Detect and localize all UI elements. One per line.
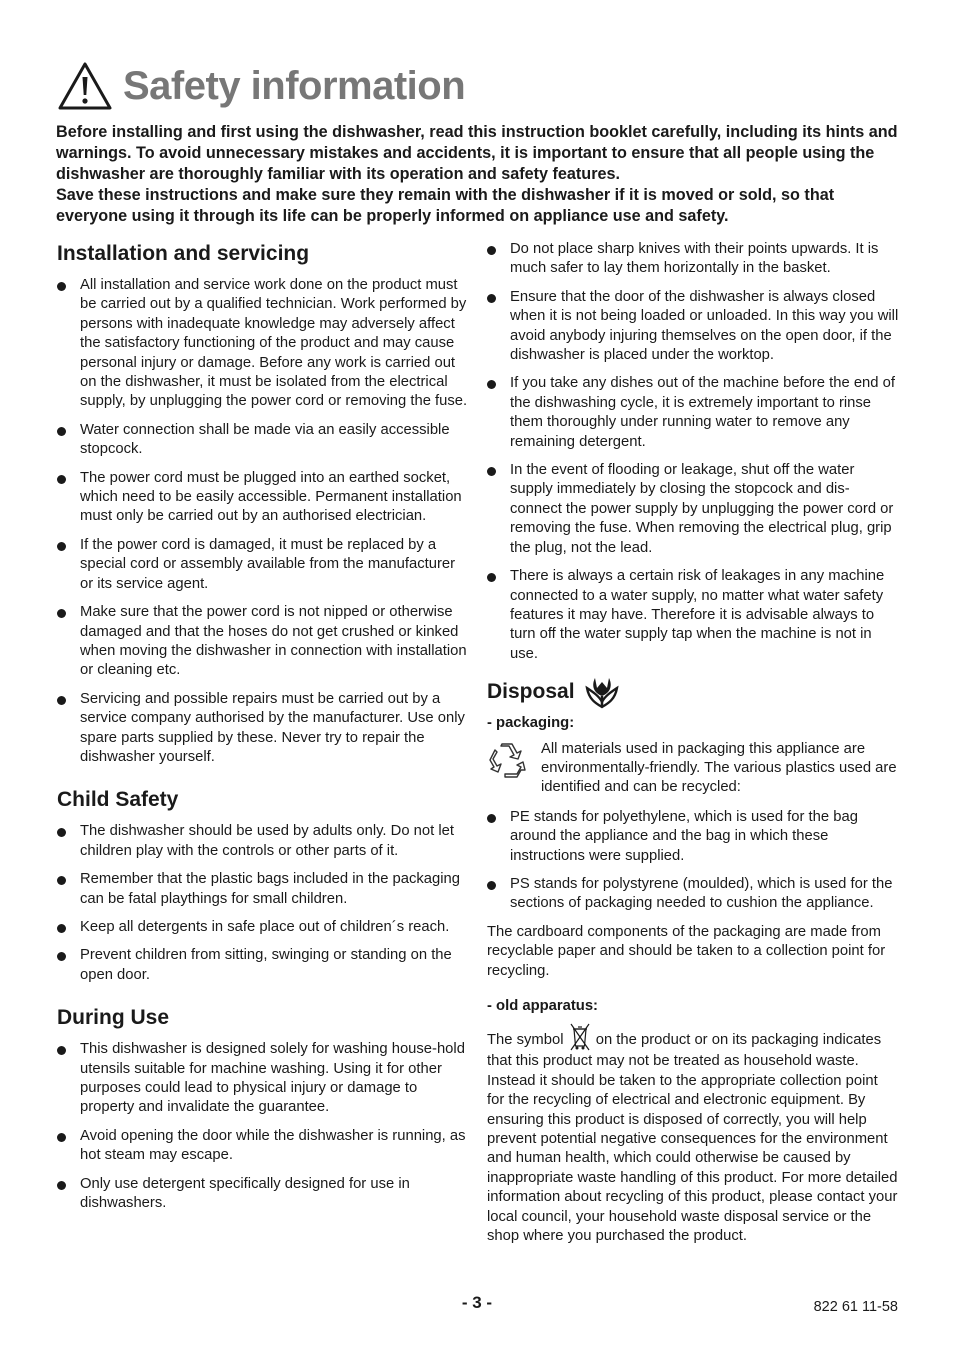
bullet-icon: [487, 294, 496, 303]
old-text-after: on the product or on its packaging indicates that this product may not be treated as household waste. Instead it should be taken to the appropriate collection point for the recycling of electrical and electronic equipment. By ensuring this product is disposed of correctly, you will help prevent potential negative consequences for the environment and human health, which could otherwise be caused by inappropriate waste handling of this product. For more detailed information about recycling of this product, please contact your local council, your household waste disposal service or the shop where you purchased the product.: [487, 1032, 898, 1245]
list-item-text: Do not place sharp knives with their points upwards. It is much safer to lay them horizontally in the basket.: [510, 241, 879, 277]
packaging-text: All materials used in packaging this appliance are environmentally-friendly. The various plastics used are identified and can be recycled:: [541, 740, 897, 796]
page-title: Safety information: [123, 63, 466, 108]
bullet-icon: [487, 573, 496, 582]
page-number: - 3 -: [461, 1293, 493, 1312]
list-item: [57, 822, 469, 861]
list-item: [487, 875, 899, 914]
bullet-icon: [57, 952, 66, 961]
bullet-icon: [57, 542, 66, 551]
list-item-text: If the power cord is damaged, it must be replaced by a special cord or assembly available from the manufacturer or its service agent.: [80, 536, 456, 592]
list-item: [57, 870, 469, 909]
disposal-header: [487, 674, 899, 710]
old-apparatus-text: [487, 1022, 899, 1246]
list-item-text: The dishwasher should be used by adults only. Do not let children play with the controls or other parts of it.: [80, 823, 454, 859]
bullet-icon: [57, 924, 66, 933]
intro-paragraph: Save these instructions and make sure they remain with the dishwasher if it is moved or sold, so that everyone using it through its life can be properly informed on appliance use and safety.: [56, 186, 835, 225]
list-item-text: PS stands for polystyrene (moulded), which is used for the sections of packaging needed to cushion the appliance.: [510, 875, 893, 912]
list-item: [57, 1127, 469, 1166]
installation-heading: Installation and servicing: [57, 242, 310, 265]
bullet-icon: [57, 828, 66, 837]
cardboard-text: The cardboard components of the packaging are made from recyclable paper and should be taken to a collection point for recycling.: [487, 923, 886, 979]
list-item-text: Remember that the plastic bags included in the packaging can be fatal playthings for small children.: [80, 871, 461, 907]
old-text-before: The symbol: [487, 1032, 564, 1049]
list-item: [487, 567, 899, 664]
intro-text: [56, 122, 898, 227]
left-column: [57, 240, 469, 1222]
document-code: 822 61 11-58: [813, 1299, 898, 1315]
list-item: [57, 918, 469, 937]
list-item: [57, 946, 469, 985]
list-item: [487, 240, 899, 279]
list-item-text: Servicing and possible repairs must be carried out by a service company authorised by the manufacturer. Use only spare parts supplied by these. Never try to repair the dishwasher yourself.: [80, 690, 465, 765]
bullet-icon: [57, 696, 66, 705]
list-item: [57, 690, 469, 768]
warning-triangle-icon: [57, 61, 113, 111]
bullet-icon: [487, 246, 496, 255]
bullet-icon: [57, 282, 66, 291]
list-item-text: This dishwasher is designed solely for washing house-hold utensils suitable for machine washing. Using it for other purposes could lead to physical injury or damage to property and invalidate the guarantee.: [80, 1041, 465, 1116]
old-apparatus-label: - old apparatus:: [487, 998, 598, 1014]
list-item: [57, 1040, 469, 1118]
child-safety-heading: Child Safety: [57, 788, 179, 812]
packaging-label: - packaging:: [487, 715, 575, 732]
list-item-text: If you take any dishes out of the machine before the end of the dishwashing cycle, it is extremely important to rinse them thoroughly under running water to remove any remaining detergent.: [510, 375, 895, 450]
bullet-icon: [487, 380, 496, 389]
intro-paragraph: Before installing and first using the dishwasher, read this instruction booklet carefully, including its hints and warnings. To avoid unnecessary mistakes and accidents, it is important to ensure that all people using the dishwasher are thoroughly familiar with its operation and safety features.: [56, 123, 898, 183]
bullet-icon: [57, 609, 66, 618]
title-row: [57, 58, 465, 114]
list-item: [57, 603, 469, 681]
bullet-icon: [487, 814, 496, 823]
list-item: [487, 288, 899, 366]
crossed-bin-icon: [569, 1022, 591, 1052]
bullet-icon: [487, 881, 496, 890]
list-item-text: In the event of flooding or leakage, shut off the water supply immediately by closing the stopcock and dis-connect the power supply by unplugging the power cord or removing the fuse. When removing the electrical plug, grip the plug, not the lead.: [510, 462, 894, 556]
list-item: [487, 374, 899, 452]
list-item: [57, 536, 469, 594]
disposal-heading: Disposal: [487, 680, 575, 704]
list-item-text: Water connection shall be made via an easily accessible stopcock.: [80, 421, 450, 458]
during-use-list: [57, 1040, 469, 1213]
list-item: [487, 808, 899, 866]
during-use-continued-list: [487, 240, 899, 664]
list-item-text: Keep all detergents in safe place out of children´s reach.: [80, 918, 450, 935]
list-item: [57, 276, 469, 412]
list-item-text: Ensure that the door of the dishwasher is always closed when it is not being loaded or unloaded. In this way you will avoid anybody injuring themselves on the open door, if the dishwasher is placed under the worktop.: [510, 288, 899, 364]
list-item-text: Avoid opening the door while the dishwasher is running, as hot steam may escape.: [80, 1127, 466, 1164]
bullet-icon: [57, 876, 66, 885]
disposal-list: [487, 808, 899, 914]
flower-eco-icon: [585, 674, 619, 710]
bullet-icon: [57, 1181, 66, 1190]
list-item-text: PE stands for polyethylene, which is used for the bag around the appliance and the bag in which these instructions were supplied.: [510, 808, 858, 864]
list-item-text: Make sure that the power cord is not nipped or otherwise damaged and that the hoses do not get crushed or kinked when moving the dishwasher in connection with installation or cleaning etc.: [80, 604, 467, 679]
list-item-text: The power cord must be plugged into an earthed socket, which need to be easily accessible. Permanent installation must only be carried out by an authorised electrician.: [80, 469, 462, 525]
bullet-icon: [57, 1046, 66, 1055]
list-item: [57, 421, 469, 460]
bullet-icon: [57, 475, 66, 484]
recycle-icon: [487, 740, 527, 780]
bullet-icon: [487, 467, 496, 476]
bullet-icon: [57, 1133, 66, 1142]
list-item: [57, 1175, 469, 1214]
during-use-heading: During Use: [57, 1006, 170, 1030]
list-item: [57, 469, 469, 527]
installation-list: [57, 276, 469, 767]
list-item-text: All installation and service work done on the product must be carried out by a qualified technician. Work performed by persons with inadequate knowledge may adversely affect the satisfactory functioning of the product and may cause personal injury or damage. Before any work is carried out on the dishwasher, it must be isolated from the electrical supply, by unplugging the power cord or removing the fuse.: [80, 277, 468, 410]
right-column: [487, 240, 899, 1256]
list-item-text: Prevent children from sitting, swinging or standing on the open door.: [80, 947, 452, 983]
list-item-text: Only use detergent specifically designed for use in dishwashers.: [80, 1175, 410, 1212]
bullet-icon: [57, 427, 66, 436]
packaging-row: [487, 740, 899, 798]
list-item: [487, 461, 899, 558]
list-item-text: There is always a certain risk of leakages in any machine connected to a water supply, no matter what water safety features it may have. Therefore it is advisable always to turn off the water supply tap when the machine is not in use.: [510, 568, 885, 662]
child-safety-list: [57, 822, 469, 985]
